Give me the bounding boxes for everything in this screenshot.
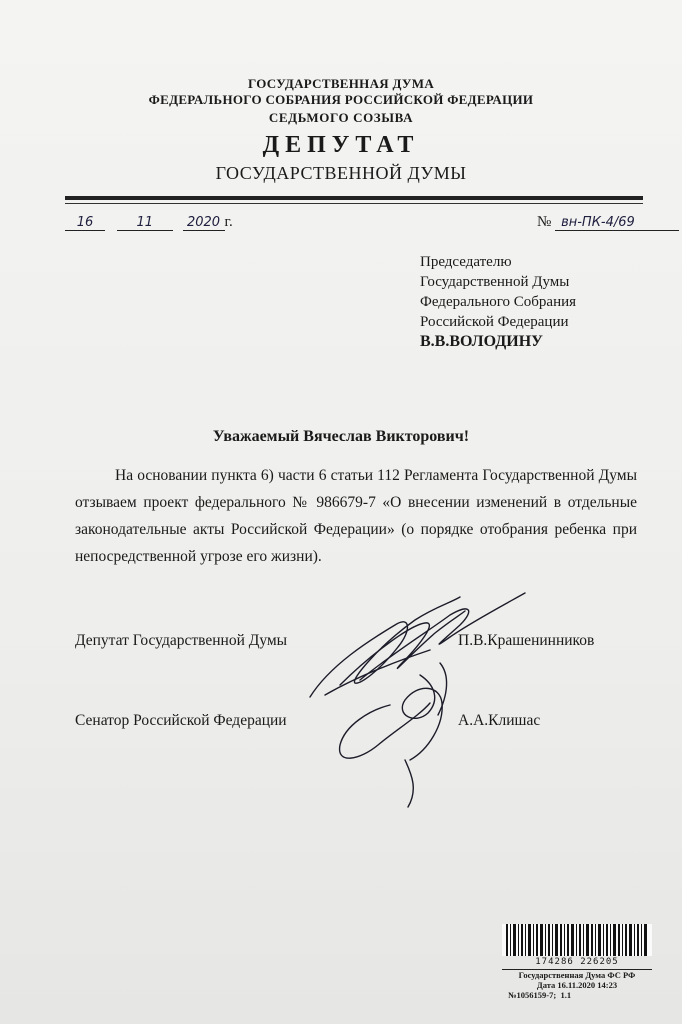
date-day: 16 [65,215,105,231]
date-month: 11 [117,215,173,231]
addressee-line-3: Федерального Собрания [420,294,577,310]
reg-label: № [537,214,552,230]
barcode [502,924,652,956]
signatory-2-title: Сенатор Российской Федерации [75,712,287,729]
addressee-name: В.В.ВОЛОДИНУ [420,333,543,350]
stamp-number: №1056159-7; [508,990,557,1000]
stamp-org: Государственная Дума ФС РФ [518,970,636,980]
signatory-1-name: П.В.Крашенинников [458,632,595,649]
header-line-1: ГОСУДАРСТВЕННАЯ ДУМА [247,76,435,91]
date-suffix: г. [224,214,233,230]
stamp-date: Дата 16.11.2020 14:23 [536,980,618,990]
addressee-line-4: Российской Федерации [420,314,569,330]
registration-number [537,214,679,231]
stamp-number-line [502,990,652,1000]
header-title: ДЕПУТАТ [262,132,420,158]
header-line-3: СЕДЬМОГО СОЗЫВА [268,110,414,125]
header-line-2: ФЕДЕРАЛЬНОГО СОБРАНИЯ РОССИЙСКОЙ ФЕДЕРАЦИИ [148,92,534,107]
handwritten-signature [300,585,530,815]
document-date [65,214,233,231]
signatory-2-name: А.А.Клишас [458,712,541,729]
header-rule-thin [65,203,643,204]
addressee-block [420,252,576,352]
header-rule-thick [65,196,643,200]
header-subtitle: ГОСУДАРСТВЕННОЙ ДУМЫ [215,163,467,183]
registration-stamp [502,924,652,1000]
barcode-number: 174286 226205 [535,957,619,967]
addressee-line-1: Председателю [420,254,512,270]
salutation: Уважаемый Вячеслав Викторович! [212,428,470,445]
signatory-1-title: Депутат Государственной Думы [75,632,288,649]
addressee-line-2: Государственной Думы [420,274,570,290]
reg-number-value: вн-ПК-4/69 [555,215,679,231]
letter-body: На основании пункта 6) части 6 статьи 112 Регламента Государственной Думы отзываем проект федерального № 986679-7 «О внесении изменений в отдельные законодательные акты Российской Федерации» (о порядке отобрания ребенка при непосредственной угрозе его жизни). [75,467,637,565]
stamp-version: 1.1 [560,990,572,1000]
date-year: 2020 [183,215,225,231]
